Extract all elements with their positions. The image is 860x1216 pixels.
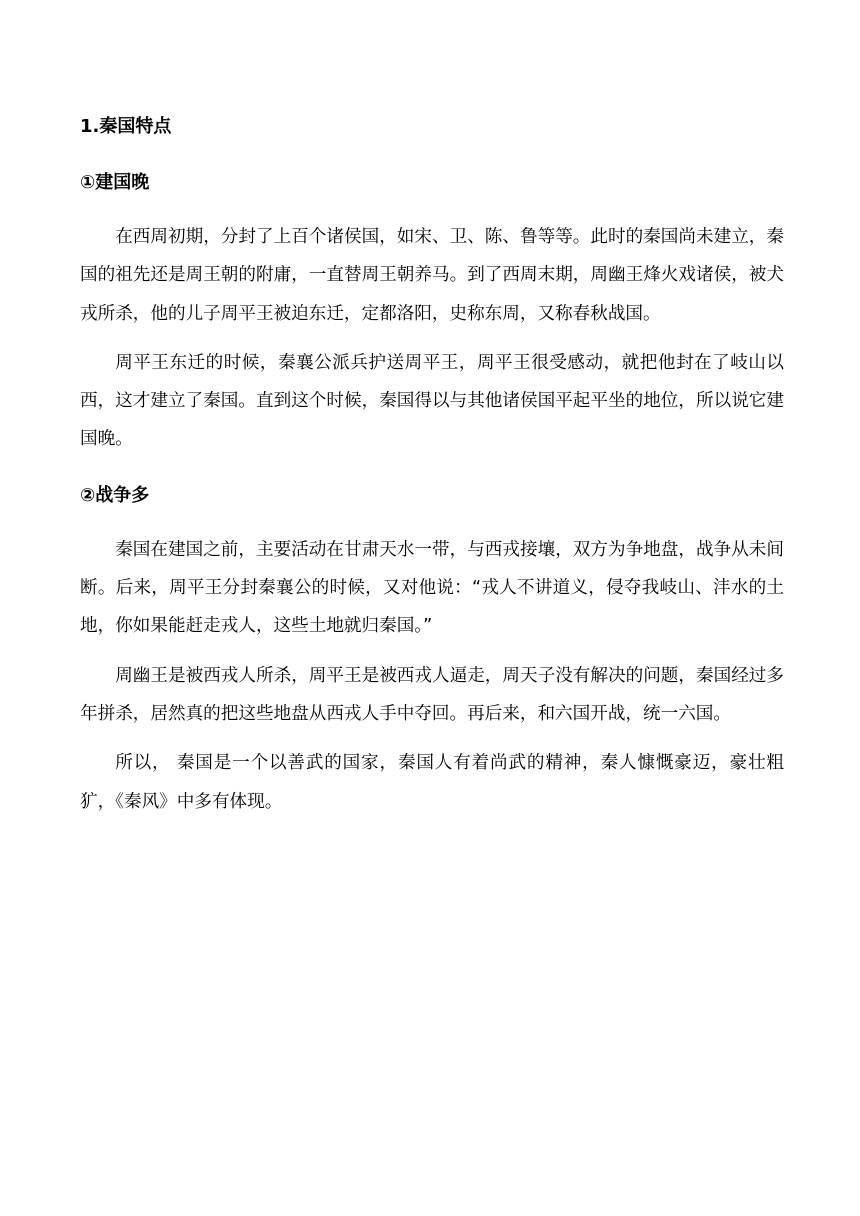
subsection-title-many-wars: ②战争多 (80, 484, 150, 506)
paragraph: 所以， 秦国是一个以善武的国家，秦国人有着尚武的精神，秦人慷慨豪迈，豪壮粗犷，《秦风》中多有体现。 (80, 753, 784, 812)
paragraph: 在西周初期，分封了上百个诸侯国，如宋、卫、陈、鲁等等。此时的秦国尚未建立，秦国的祖先还是周王朝的附庸，一直替周王朝养马。到了西周末期，周幽王烽火戏诸侯，被犬戎所杀，他的儿子周平王被迫东迁，定都洛阳，史称东周，又称春秋战国。 (80, 227, 784, 324)
paragraph: 秦国在建国之前，主要活动在甘肃天水一带，与西戎接壤，双方为争地盘，战争从未间断。后来，周平王分封秦襄公的时候，又对他说：“戎人不讲道义，侵夺我岐山、沣水的土地，你如果能赶走戎人，这些土地就归秦国。” (80, 539, 784, 637)
document-body (80, 110, 784, 832)
paragraph: 周平王东迁的时候，秦襄公派兵护送周平王，周平王很受感动，就把他封在了岐山以西，这才建立了秦国。直到这个时候，秦国得以与其他诸侯国平起平坐的地位，所以说它建国晚。 (80, 352, 784, 450)
paragraph: 周幽王是被西戎人所杀，周平王是被西戎人逼走，周天子没有解决的问题，秦国经过多年拼杀，居然真的把这些地盘从西戎人手中夺回。再后来，和六国开战，统一六国。 (80, 665, 784, 724)
subsection-title-founding-late: ①建国晚 (80, 172, 150, 193)
section-title: 1.秦国特点 (80, 116, 172, 137)
